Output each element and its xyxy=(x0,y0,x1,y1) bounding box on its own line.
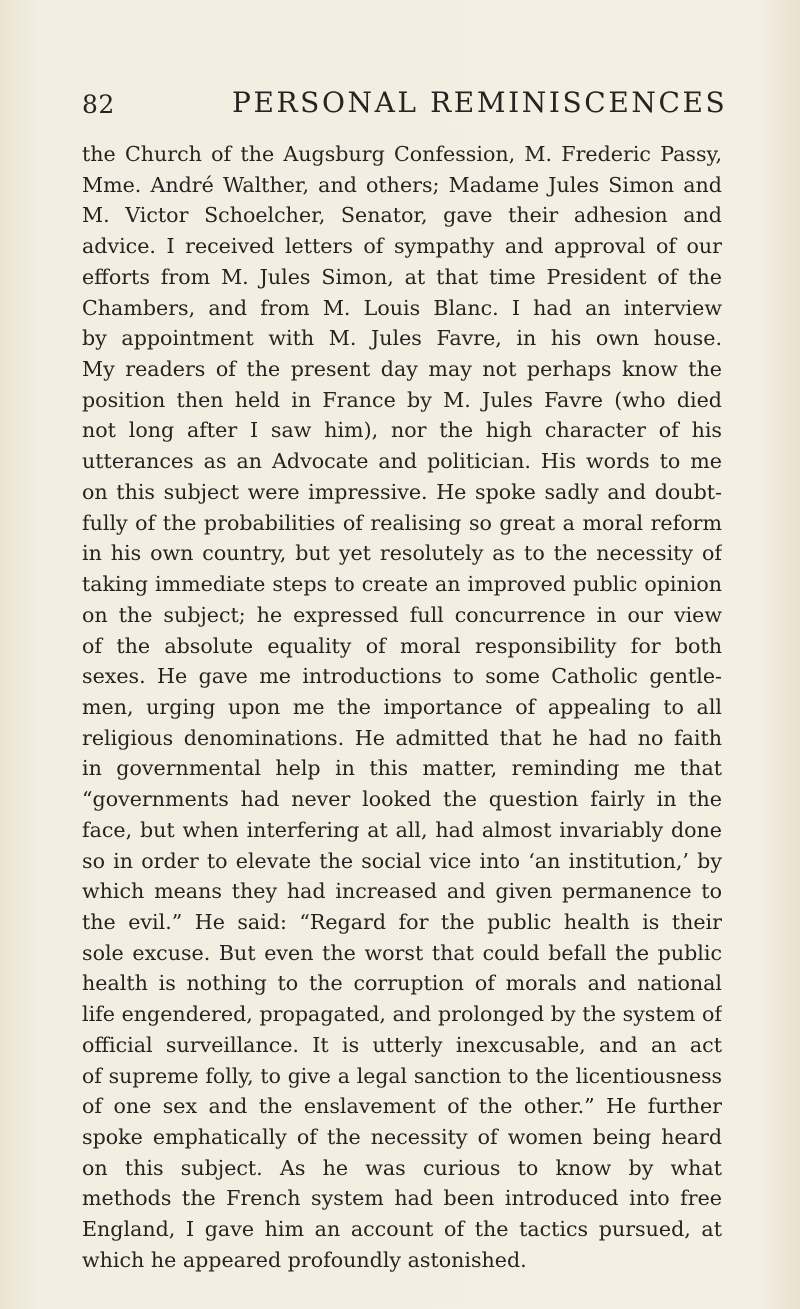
text-line: the evil.” He said: “Regard for the public health is their xyxy=(82,909,722,934)
text-line: efforts from M. Jules Simon, at that time President of the xyxy=(82,264,722,289)
text-line: which he appeared profoundly astonished. xyxy=(82,1247,527,1272)
text-line: methods the French system had been introduced into free xyxy=(82,1186,722,1211)
text-line: health is nothing to the corruption of morals and national xyxy=(82,971,722,996)
text-line: sexes. He gave me introductions to some Catholic gentle- xyxy=(82,664,722,689)
text-line: taking immediate steps to create an improved public opinion xyxy=(82,572,722,597)
text-line: position then held in France by M. Jules Favre (who died xyxy=(82,387,722,412)
text-line: of supreme folly, to give a legal sanction to the licentiousness xyxy=(82,1063,722,1088)
text-line: M. Victor Schoelcher, Senator, gave their adhesion and xyxy=(82,203,722,228)
text-line: religious denominations. He admitted that he had no faith xyxy=(82,725,722,750)
page-number: 82 xyxy=(82,90,115,119)
text-line: on this subject. As he was curious to know by what xyxy=(82,1155,722,1180)
text-line: advice. I received letters of sympathy and approval of our xyxy=(82,234,722,259)
text-line: in governmental help in this matter, reminding me that xyxy=(82,756,722,781)
text-line: life engendered, propagated, and prolonged by the system of xyxy=(82,1002,722,1027)
text-line: of one sex and the enslavement of the other.” He further xyxy=(82,1094,722,1119)
text-line: Mme. André Walther, and others; Madame Jules Simon and xyxy=(82,172,722,197)
text-line: men, urging upon me the importance of appealing to all xyxy=(82,694,722,719)
text-line: by appointment with M. Jules Favre, in his own house. xyxy=(82,326,722,351)
text-line: face, but when interfering at all, had almost invariably done xyxy=(82,817,722,842)
text-line: on the subject; he expressed full concurrence in our view xyxy=(82,602,722,627)
text-line: utterances as an Advocate and politician. His words to me xyxy=(82,449,722,474)
text-line: so in order to elevate the social vice into ‘an institution,’ by xyxy=(82,848,722,873)
text-line: spoke emphatically of the necessity of women being heard xyxy=(82,1125,722,1149)
text-line: not long after I saw him), nor the high character of his xyxy=(82,418,722,443)
text-line: official surveillance. It is utterly inexcusable, and an act xyxy=(82,1032,722,1057)
text-line: which means they had increased and given permanence to xyxy=(82,879,722,904)
text-line: on this subject were impressive. He spoke sadly and doubt- xyxy=(82,479,722,504)
text-line: in his own country, but yet resolutely as to the necessity of xyxy=(82,541,722,566)
page-header xyxy=(82,86,742,126)
text-line: “governments had never looked the question fairly in the xyxy=(82,787,722,812)
text-line: fully of the probabilities of realising so great a moral reform xyxy=(82,510,722,535)
text-line: of the absolute equality of moral responsibility for both xyxy=(82,633,722,658)
text-line: sole excuse. But even the worst that could befall the public xyxy=(82,940,722,965)
text-line: England, I gave him an account of the tactics pursued, at xyxy=(82,1217,722,1242)
text-line: the Church of the Augsburg Confession, M. Frederic Passy, xyxy=(82,142,722,166)
running-head: PERSONAL REMINISCENCES xyxy=(232,86,728,119)
text-line: Chambers, and from M. Louis Blanc. I had an interview xyxy=(82,295,722,320)
text-line: My readers of the present day may not perhaps know the xyxy=(82,357,722,382)
body-text xyxy=(82,139,722,1276)
